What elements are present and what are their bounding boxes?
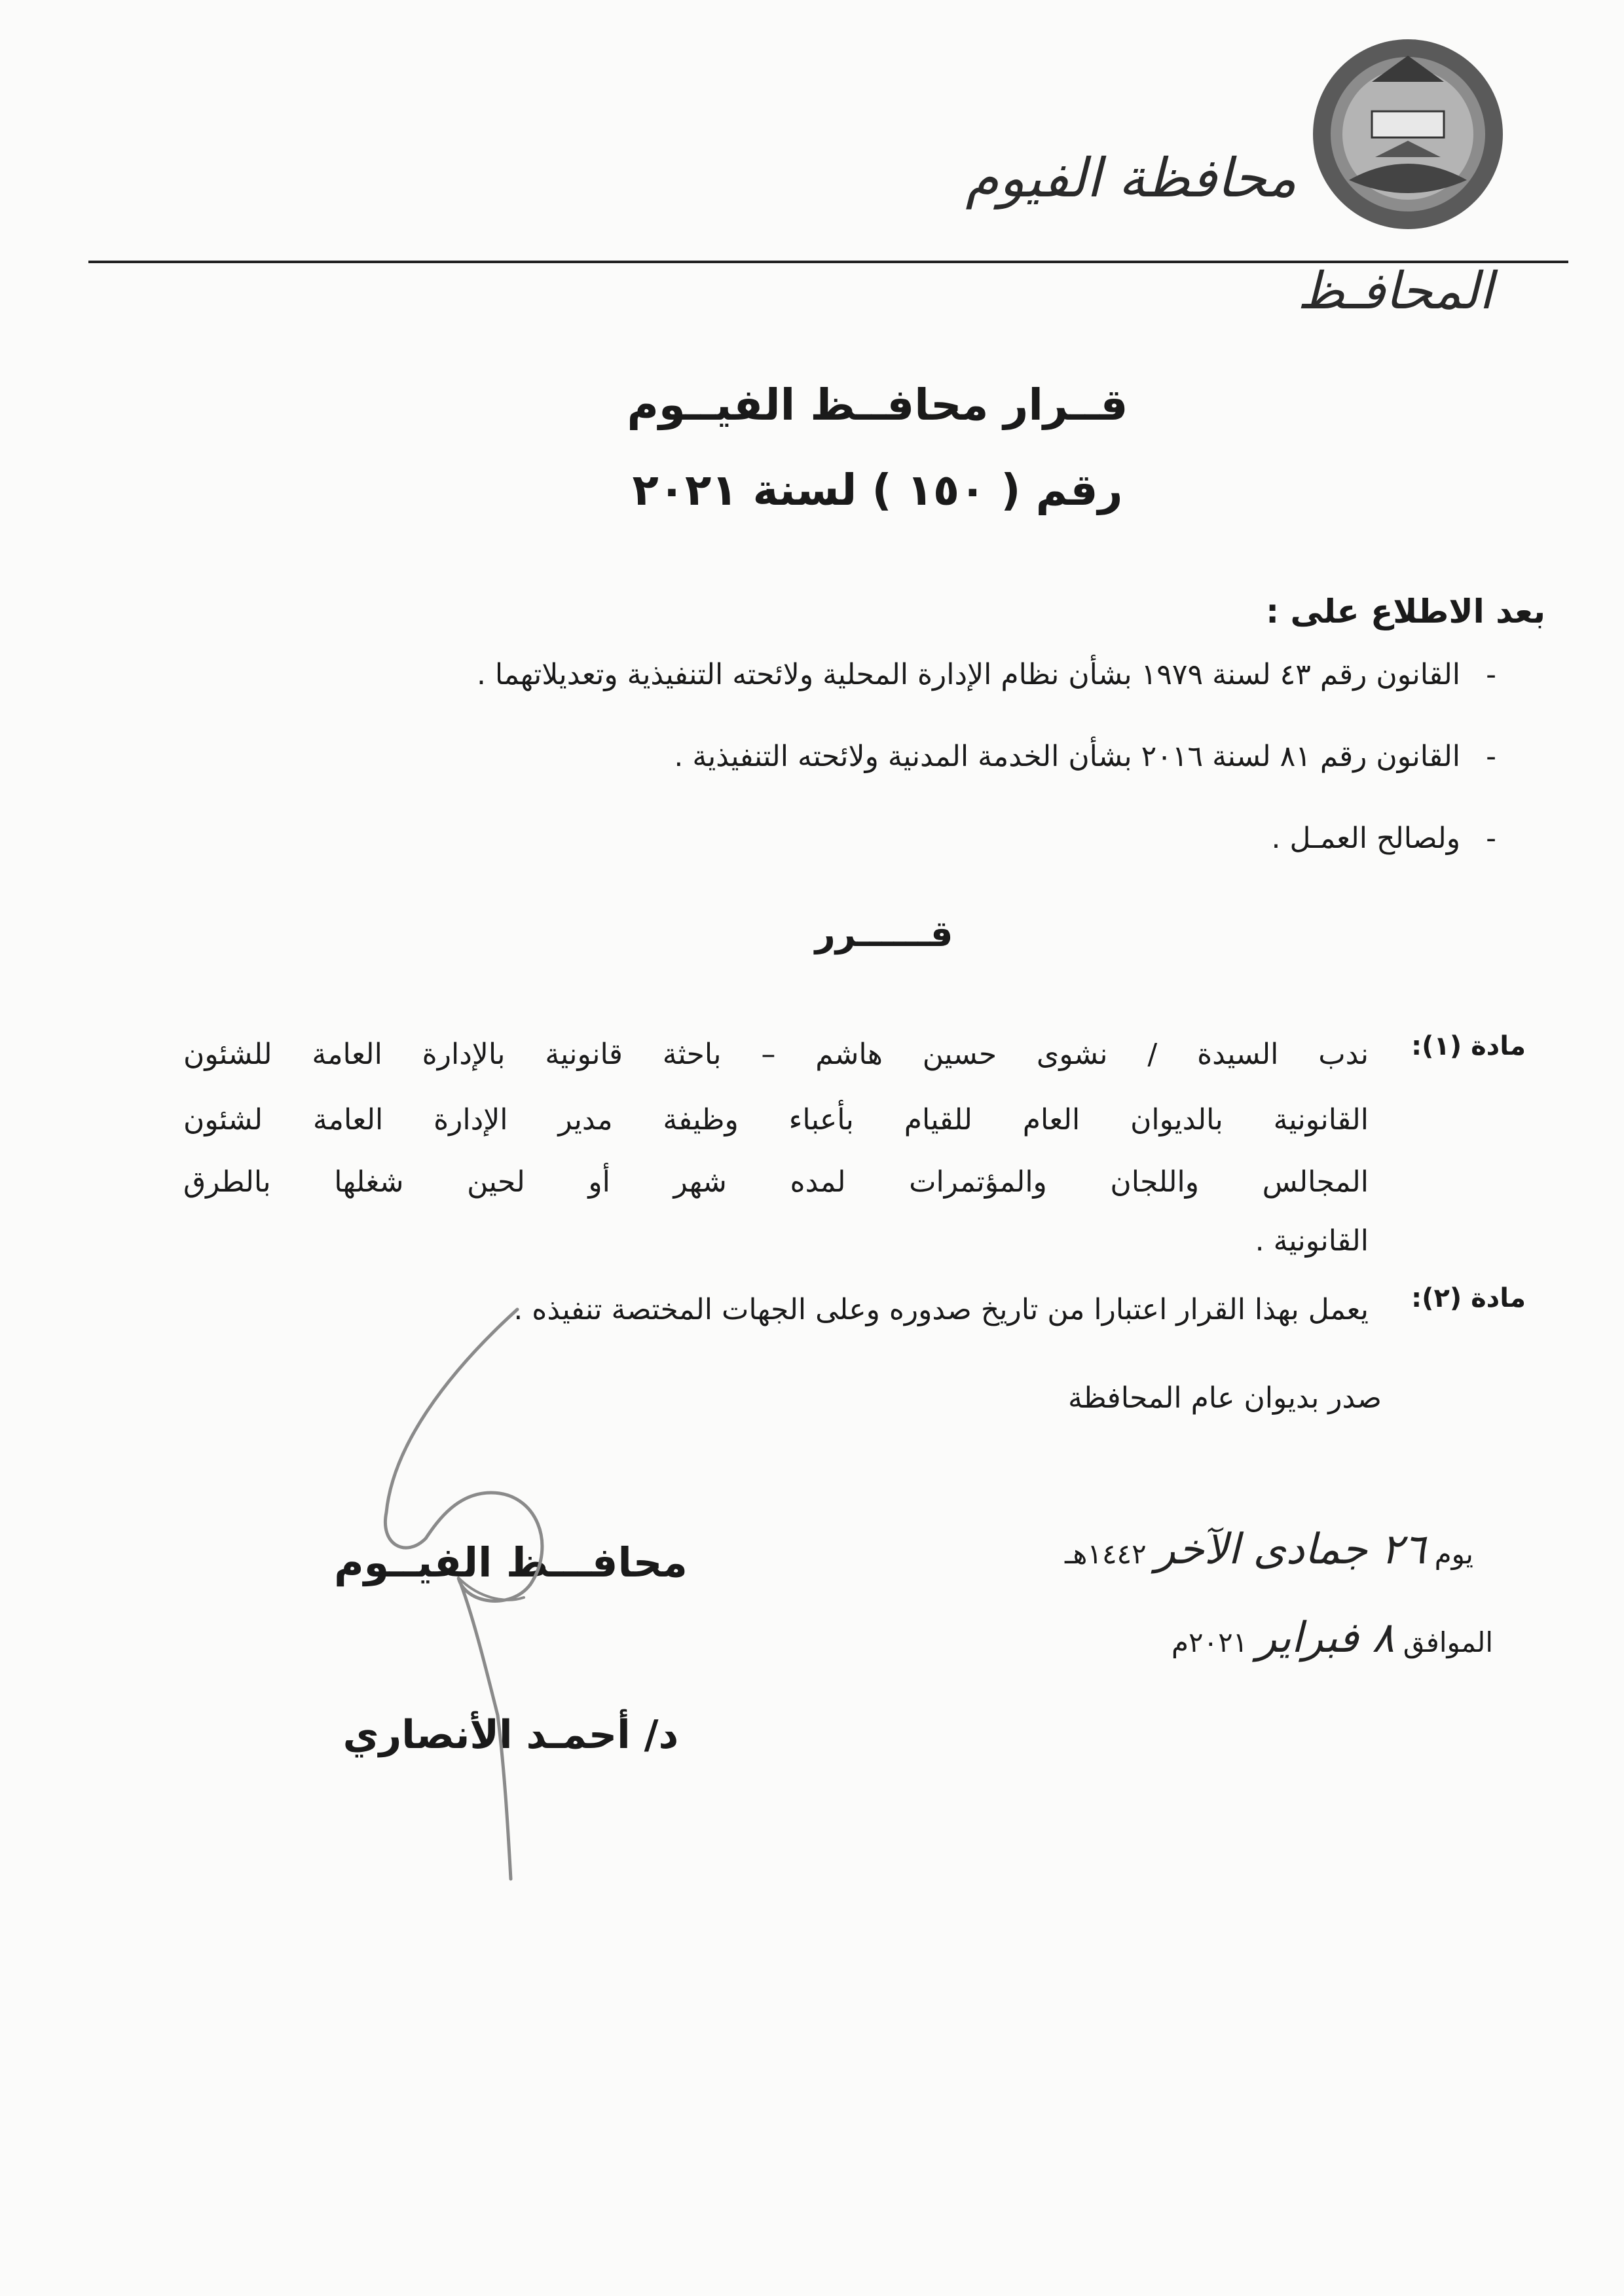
hijri-date-prefix: يوم xyxy=(1434,1538,1473,1570)
hijri-date-year: ١٤٤٢هـ xyxy=(1064,1538,1147,1570)
handwritten-signature xyxy=(367,1296,642,1886)
gregorian-date xyxy=(851,1614,1493,1662)
preamble-item xyxy=(216,740,1496,773)
preamble-item-text: ولصالح العمـل . xyxy=(1271,822,1460,855)
preamble-item xyxy=(216,822,1496,855)
article-1-text-line: القانونية . xyxy=(1255,1224,1369,1258)
preamble-item-text: القانون رقم ٤٣ لسنة ١٩٧٩ بشأن نظام الإدارة المحلية ولائحته التنفيذية وتعديلاتهما . xyxy=(476,658,1460,691)
article-1-text-line: ندب السيدة / نشوى حسين هاشم – باحثة قانونية بالإدارة العامة للشئون xyxy=(183,1038,1369,1071)
header-organization: محافظة الفيوم xyxy=(965,147,1297,210)
signatory-name: د/ أحمـد الأنصاري xyxy=(342,1712,679,1758)
preamble-heading: بعد الاطلاع على : xyxy=(1266,592,1545,630)
article-1-label: مادة (١): xyxy=(1411,1031,1526,1061)
issued-at-text: صدر بديوان عام المحافظة xyxy=(1067,1381,1382,1415)
preamble-item xyxy=(216,658,1496,691)
preamble-item-text: القانون رقم ٨١ لسنة ٢٠١٦ بشأن الخدمة المدنية ولائحته التنفيذية . xyxy=(674,740,1460,773)
gregorian-date-prefix: الموافق xyxy=(1403,1626,1493,1658)
decree-title: قــرار محافــظ الفيــوم xyxy=(627,380,1128,430)
gregorian-date-year: ٢٠٢١م xyxy=(1171,1626,1248,1658)
article-1-text-line: القانونية بالديوان العام للقيام بأعباء وظيفة مدير الإدارة العامة لشئون xyxy=(183,1103,1369,1137)
hijri-date xyxy=(851,1525,1473,1574)
gregorian-date-handwritten: ٨ فبراير xyxy=(1256,1614,1395,1662)
governorate-seal-logo xyxy=(1310,36,1506,232)
header-role: المحافـظ xyxy=(1297,262,1493,321)
decree-number: رقم ( ١٥٠ ) لسنة ٢٠٢١ xyxy=(632,465,1123,515)
article-2-label: مادة (٢): xyxy=(1411,1283,1526,1313)
decision-heading: قــــــرر xyxy=(815,913,953,955)
hijri-date-handwritten: ٢٦ جمادى الآخر xyxy=(1155,1525,1426,1574)
article-1-text-line: المجالس واللجان والمؤتمرات لمده شهر أو لحين شغلها بالطرق xyxy=(183,1165,1369,1199)
bullet-dash-icon: - xyxy=(1486,740,1496,773)
bullet-dash-icon: - xyxy=(1486,658,1496,691)
bullet-dash-icon: - xyxy=(1486,822,1496,855)
article-2-text: يعمل بهذا القرار اعتبارا من تاريخ صدوره وعلى الجهات المختصة تنفيذه . xyxy=(513,1293,1369,1326)
signatory-title: محافـــظ الفيــوم xyxy=(334,1539,688,1586)
